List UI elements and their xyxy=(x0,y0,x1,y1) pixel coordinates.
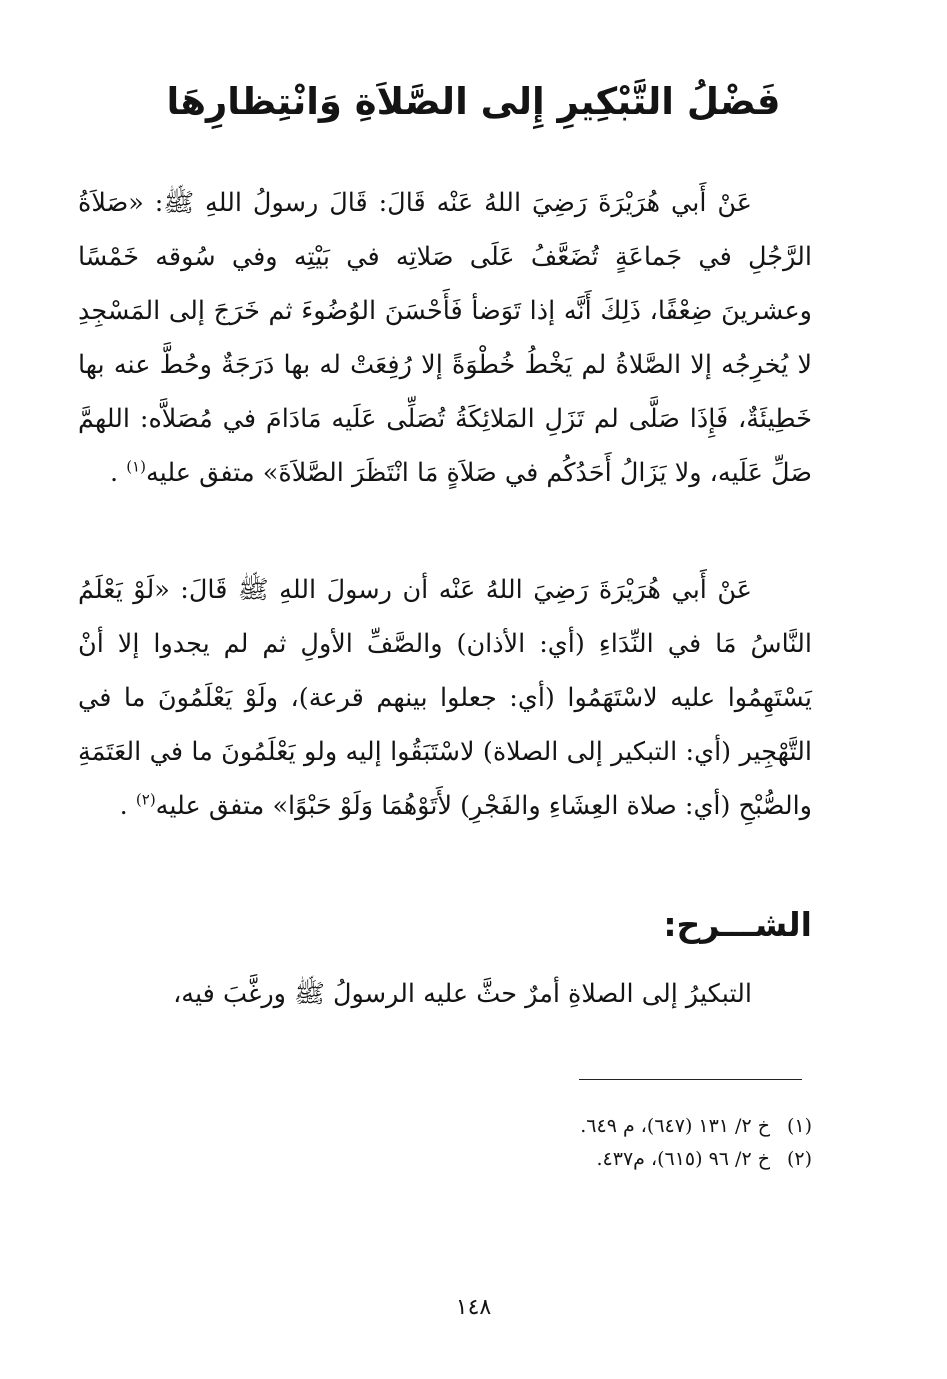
footnote-number: (٢) xyxy=(786,1148,812,1170)
hadith-2-text: عَنْ أَبي هُرَيْرَةَ رَضِيَ اللهُ عَنْه أن رسولَ اللهِ ﷺ قَالَ: «لَوْ يَعْلَمُ النَّاسُ مَا في النِّدَاءِ (أي: الأذان) والصَّفِّ الأولِ ثم لم يجدوا إلا أنْ يَسْتَهِمُوا عليه لاسْتَهَمُوا (أي: جعلوا بينهم قرعة)، ولَوْ يَعْلَمُونَ ما في التَّهْجِير (أي: التبكير إلى الصلاة) لاسْتَبَقُوا إليه ولو يَعْلَمُونَ ما في العَتَمَةِ والصُّبْحِ (أي: صلاة العِشَاءِ والفَجْرِ) لأَتَوْهُمَا وَلَوْ حَبْوًا» متفق xyxy=(78,575,812,821)
hadith-2-source: عليه xyxy=(155,791,201,821)
hadith-2-footnote-ref[interactable]: (٢) xyxy=(135,790,156,809)
page-number: ١٤٨ xyxy=(455,1295,492,1320)
hadith-1-text: عَنْ أَبي هُرَيْرَةَ رَضِيَ اللهُ عَنْه قَالَ: قَالَ رسولُ اللهِ ﷺ: «صَلاَةُ الرَّجُلِ في جَماعَةٍ تُضَعَّفُ عَلَى صَلاتِه في بَيْتِه وفي سُوقه خَمْسًا وعشرينَ ضِعْفًا، ذَلِكَ أَنَّه إذا تَوَضأ فَأَحْسَنَ الوُضُوءَ ثم خَرَجَ إلى المَسْجِدِ لا يُخرِجُه إلا الصَّلاةُ لم يَخْطُ خُطْوَةً إلا رُفِعَتْ له بها دَرَجَةٌ وحُطَّ عنه بها خَطِيئَةٌ، فَإِذَا صَلَّى لم تَزَلِ المَلائِكَةُ تُصَلِّى عَلَيه مَادَامَ في مُصَلاَّه: اللهمَّ صَلِّ عَلَيه، ولا يَزَالُ أَحَدُكُم في صَلاَةٍ مَا انْتَظَرَ الصَّلاَةَ» xyxy=(78,188,812,488)
hadith-2-paragraph xyxy=(78,563,812,833)
hadith-1-footnote-ref[interactable]: (١) xyxy=(126,457,146,476)
chapter-title: فَضْلُ التَّبْكِيرِ إِلى الصَّلاَةِ وَانْتِظارِهَا xyxy=(166,80,781,123)
footnotes-list xyxy=(580,1110,812,1176)
hadith-2-end: . xyxy=(119,791,128,821)
hadith-1-end: . xyxy=(109,458,119,488)
sharh-text: التبكيرُ إلى الصلاةِ أمرٌ حثَّ عليه الرسولُ ﷺ ورغَّبَ فيه، xyxy=(173,979,752,1009)
footnote-number: (١) xyxy=(786,1115,812,1137)
hadith-2 xyxy=(78,563,812,833)
hadith-1-source: متفق عليه xyxy=(145,458,255,488)
footnote-text: خ ٢/ ١٣١ (٦٤٧)، م ٦٤٩. xyxy=(580,1115,770,1137)
hadith-1-paragraph xyxy=(78,176,812,500)
footnote-divider xyxy=(579,1079,802,1080)
footnote-item xyxy=(580,1143,812,1176)
footnote-text: خ ٢/ ٩٦ (٦١٥)، م٤٣٧. xyxy=(596,1148,770,1170)
hadith-1 xyxy=(78,176,812,500)
footnote-item xyxy=(580,1110,812,1143)
sharh-heading: الشـــرح: xyxy=(663,905,812,944)
